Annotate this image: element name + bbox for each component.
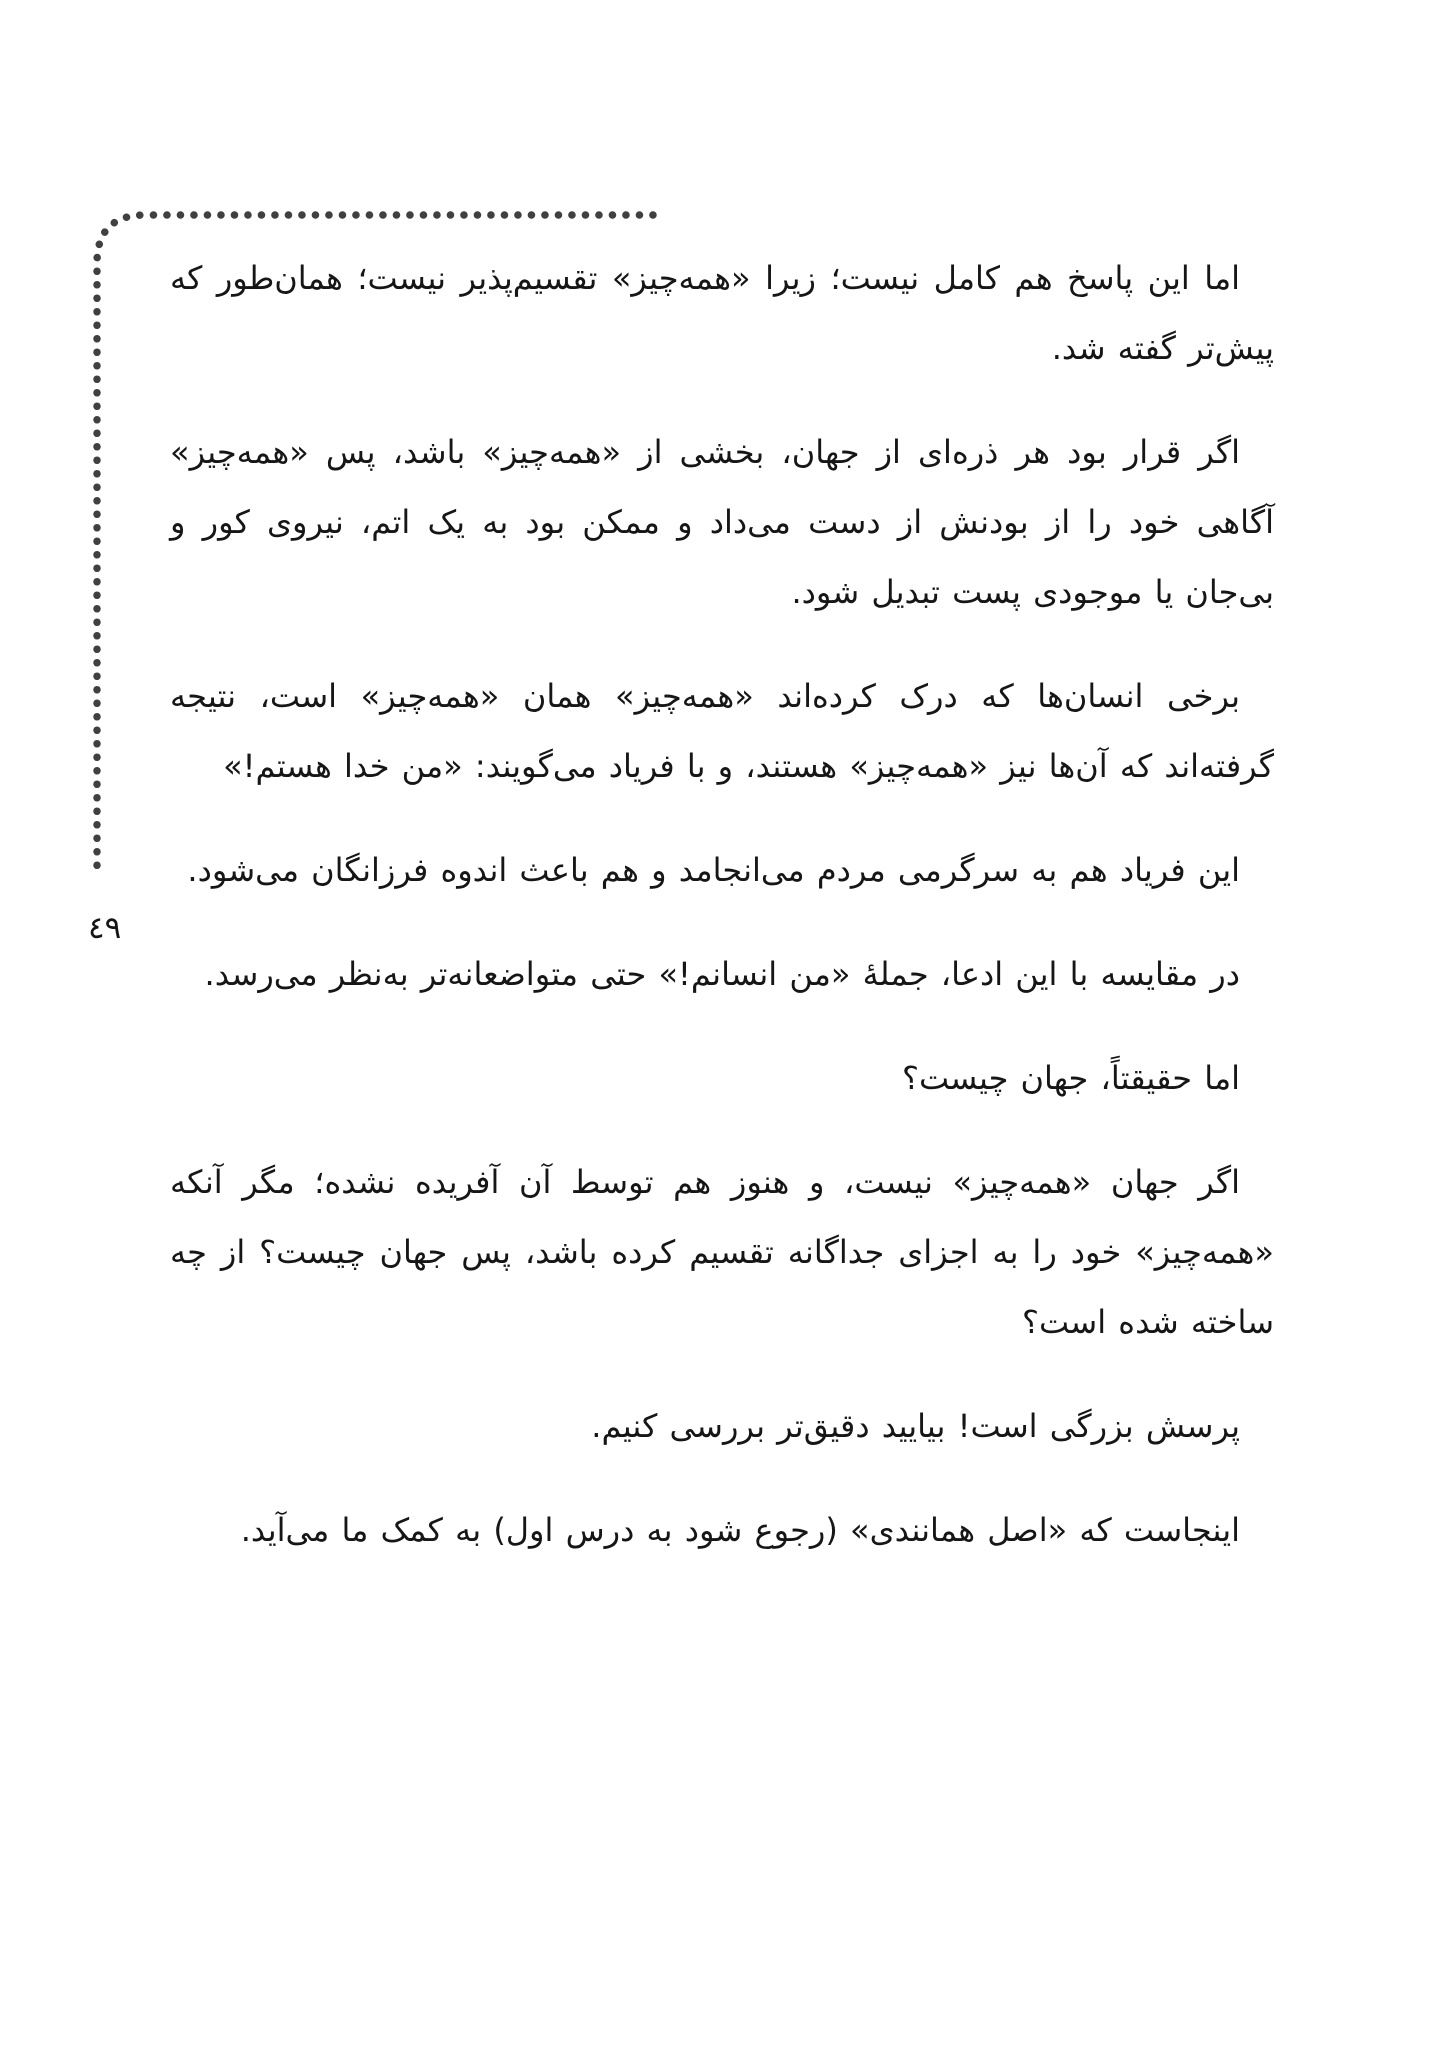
- paragraph-3: برخی انسان‌ها که درک کرده‌اند «همه‌چیز» همان «همه‌چیز» است، نتیجه گرفته‌اند که آن‌ها نیز «همه‌چیز» هستند، و با فریاد می‌گویند: «من خدا هستم!»: [170, 677, 1274, 785]
- paragraph-6: اما حقیقتاً، جهان چیست؟: [901, 1059, 1240, 1097]
- paragraph-4: این فریاد هم به سرگرمی مردم می‌انجامد و هم باعث اندوه فرزانگان می‌شود.: [187, 851, 1240, 889]
- paragraph-8: پرسش بزرگی است! بیایید دقیق‌تر بررسی کنیم.: [591, 1407, 1240, 1445]
- paragraph-2: اگر قرار بود هر ذره‌ای از جهان، بخشی از «همه‌چیز» باشد، پس «همه‌چیز» آگاهی خود را از بودنش از دست می‌داد و ممکن بود به یک اتم، نیروی کور و بی‌جان یا موجودی پست تبدیل شود.: [170, 433, 1274, 611]
- paragraph-9: اینجاست که «اصل همانندی» (رجوع شود به درس اول) به کمک ما می‌آید.: [240, 1511, 1240, 1549]
- paragraph-5: در مقایسه با این ادعا، جملهٔ «من انسانم!» حتی متواضعانه‌تر به‌نظر می‌رسد.: [204, 955, 1240, 993]
- paragraph-1: اما این پاسخ هم کامل نیست؛ زیرا «همه‌چیز» تقسیم‌پذیر نیست؛ همان‌طور که پیش‌تر گفته شد.: [170, 259, 1274, 367]
- paragraph-7: اگر جهان «همه‌چیز» نیست، و هنوز هم توسط آن آفریده نشده؛ مگر آنکه «همه‌چیز» خود را به اجزای جداگانه تقسیم کرده باشد، پس جهان چیست؟ از چه ساخته شده است؟: [170, 1163, 1274, 1341]
- text-column: [170, 243, 1274, 1599]
- page-number: ٤٩: [88, 910, 122, 946]
